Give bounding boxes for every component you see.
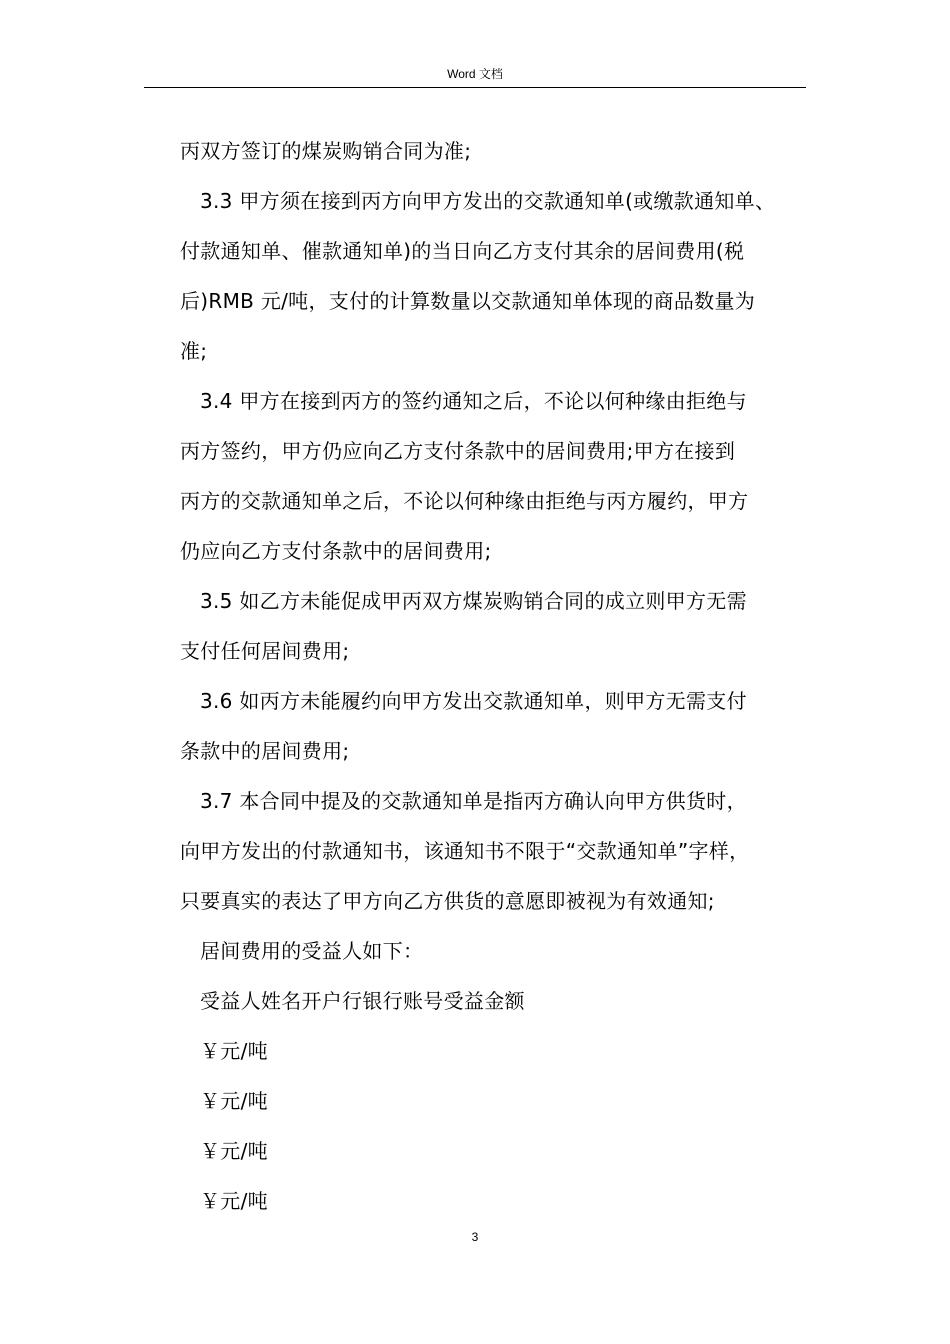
- clause-3-4: 3.4 甲方在接到丙方的签约通知之后，不论以何种缘由拒绝与: [200, 389, 747, 413]
- header-divider: [144, 87, 806, 88]
- clause-3-7: 3.7 本合同中提及的交款通知单是指丙方确认向甲方供货时，: [200, 789, 747, 813]
- text-line: 付款通知单、催款通知单)的当日向乙方支付其余的居间费用(税: [180, 239, 745, 263]
- text-line: 后)RMB 元/吨，支付的计算数量以交款通知单体现的商品数量为: [180, 289, 756, 313]
- page-header: Word 文档: [447, 67, 503, 81]
- beneficiary-columns: 受益人姓名开户行银行账号受益金额: [200, 989, 525, 1013]
- fee-line: ￥元/吨: [200, 1089, 268, 1113]
- text-line: 丙方的交款通知单之后，不论以何种缘由拒绝与丙方履约，甲方: [180, 489, 749, 513]
- document-body: [180, 126, 820, 1226]
- text-line: 支付任何居间费用;: [180, 639, 350, 663]
- page-number: 3: [471, 1230, 479, 1244]
- text-line: 准;: [180, 339, 208, 363]
- clause-3-6: 3.6 如丙方未能履约向甲方发出交款通知单，则甲方无需支付: [200, 689, 747, 713]
- fee-line: ￥元/吨: [200, 1189, 268, 1213]
- clause-3-3: 3.3 甲方须在接到丙方向甲方发出的交款通知单(或缴款通知单、: [200, 189, 776, 213]
- text-line: 仍应向乙方支付条款中的居间费用;: [180, 539, 492, 563]
- text-line: 只要真实的表达了甲方向乙方供货的意愿即被视为有效通知;: [180, 889, 715, 913]
- fee-line: ￥元/吨: [200, 1039, 268, 1063]
- clause-3-5: 3.5 如乙方未能促成甲丙双方煤炭购销合同的成立则甲方无需: [200, 589, 747, 613]
- text-line: 条款中的居间费用;: [180, 739, 350, 763]
- text-line: 向甲方发出的付款通知书，该通知书不限于“交款通知单”字样，: [180, 839, 750, 863]
- fee-line: ￥元/吨: [200, 1139, 268, 1163]
- text-line: 丙双方签订的煤炭购销合同为准;: [180, 139, 472, 163]
- beneficiary-heading: 居间费用的受益人如下：: [200, 939, 424, 963]
- text-line: 丙方签约，甲方仍应向乙方支付条款中的居间费用;甲方在接到: [180, 439, 736, 463]
